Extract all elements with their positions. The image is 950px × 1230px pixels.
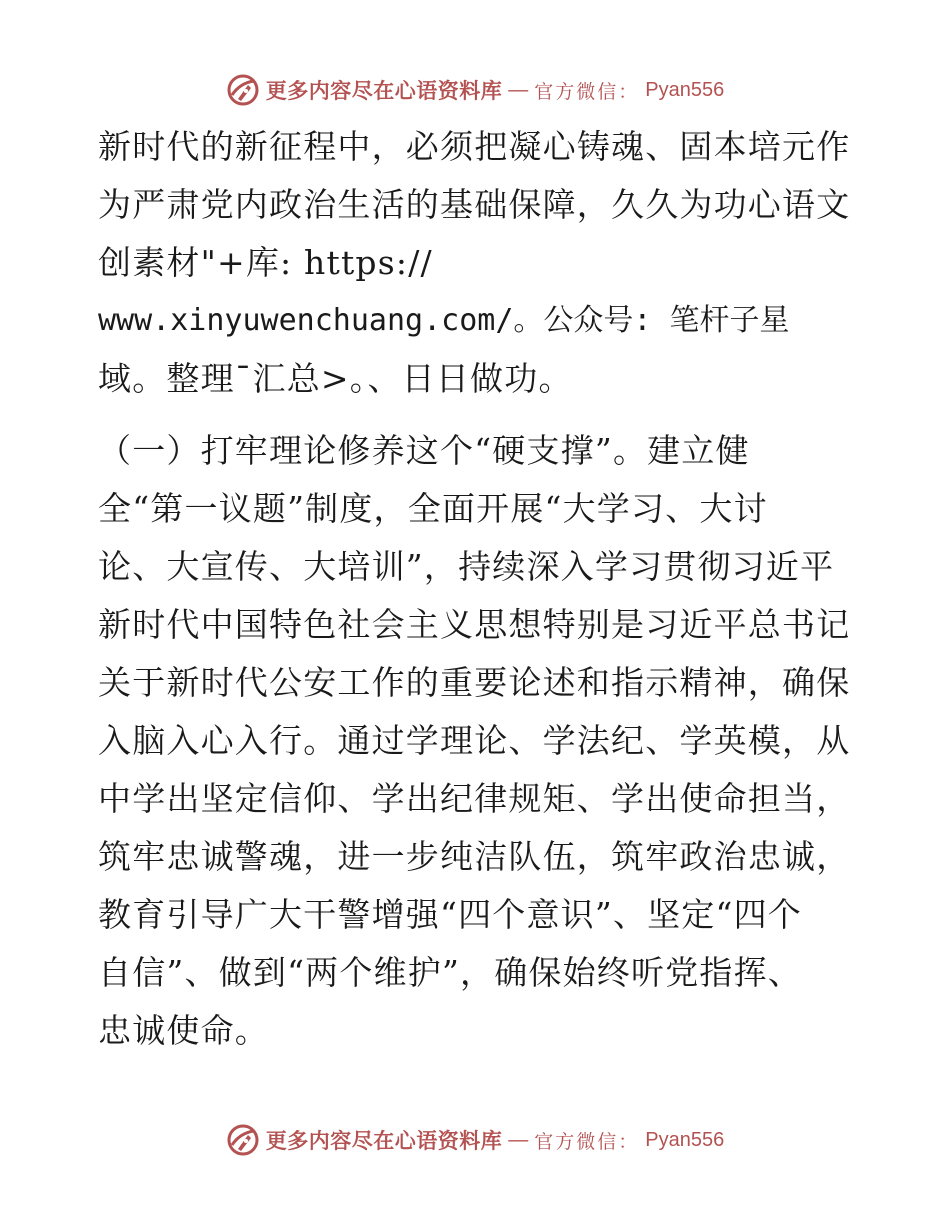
banner-brand-text: 更多内容尽在心语资料库 (265, 78, 503, 103)
text-line: 教育引导广大干警增强“四个意识”、坚定“四个 (98, 895, 803, 934)
header-banner (0, 70, 950, 110)
text-line: 自信”、做到“两个维护”，确保始终听党指挥、 (98, 953, 803, 992)
footer-banner (0, 1120, 950, 1160)
text-line: 创素材"+库: https:// (98, 243, 433, 282)
text-line: 为严肃党内政治生活的基础保障，久久为功心语文 (98, 185, 851, 224)
banner-dash: — (508, 1128, 529, 1151)
text-line: 新时代的新征程中，必须把凝心铸魂、固本培元作 (98, 127, 851, 166)
banner-brand-text: 更多内容尽在心语资料库 (265, 1128, 503, 1153)
banner-wechat-label: 官方微信： (534, 80, 640, 103)
document-body (98, 118, 858, 1060)
text-line: 关于新时代公安工作的重要论述和指示精神，确保 (98, 663, 851, 702)
text-line: 筑牢忠诚警魂，进一步纯洁队伍，筑牢政治忠诚， (98, 837, 851, 876)
banner-wechat-id: Pyan556 (645, 1128, 725, 1151)
text-line: 论、大宣传、大培训”，持续深入学习贯彻习近平 (98, 547, 835, 586)
text-line: 中学出坚定信仰、学出纪律规矩、学出使命担当， (98, 779, 851, 818)
text-line: 全“第一议题”制度，全面开展“大学习、大讨 (98, 489, 768, 528)
banner-dash: — (508, 78, 529, 101)
banner-wechat-label: 官方微信： (534, 1130, 640, 1153)
text-line: 入脑入心入行。通过学理论、学法纪、学英模，从 (98, 721, 851, 760)
paragraph-intro (98, 118, 858, 408)
text-line: www.xinyuwenchuang.com/。公众号: 笔杆子星 (98, 303, 790, 338)
text-line: 新时代中国特色社会主义思想特别是习近平总书记 (98, 605, 851, 644)
text-line: 域。整理¯汇总>。、日日做功。 (98, 359, 573, 398)
text-line: 忠诚使命。 (98, 1011, 269, 1050)
paragraph-theory (98, 422, 858, 1060)
brand-logo-icon (226, 1123, 260, 1157)
brand-logo-icon (226, 73, 260, 107)
banner-wechat-id: Pyan556 (645, 78, 725, 101)
text-line: （一）打牢理论修养这个“硬支撑”。建立健 (98, 431, 750, 470)
